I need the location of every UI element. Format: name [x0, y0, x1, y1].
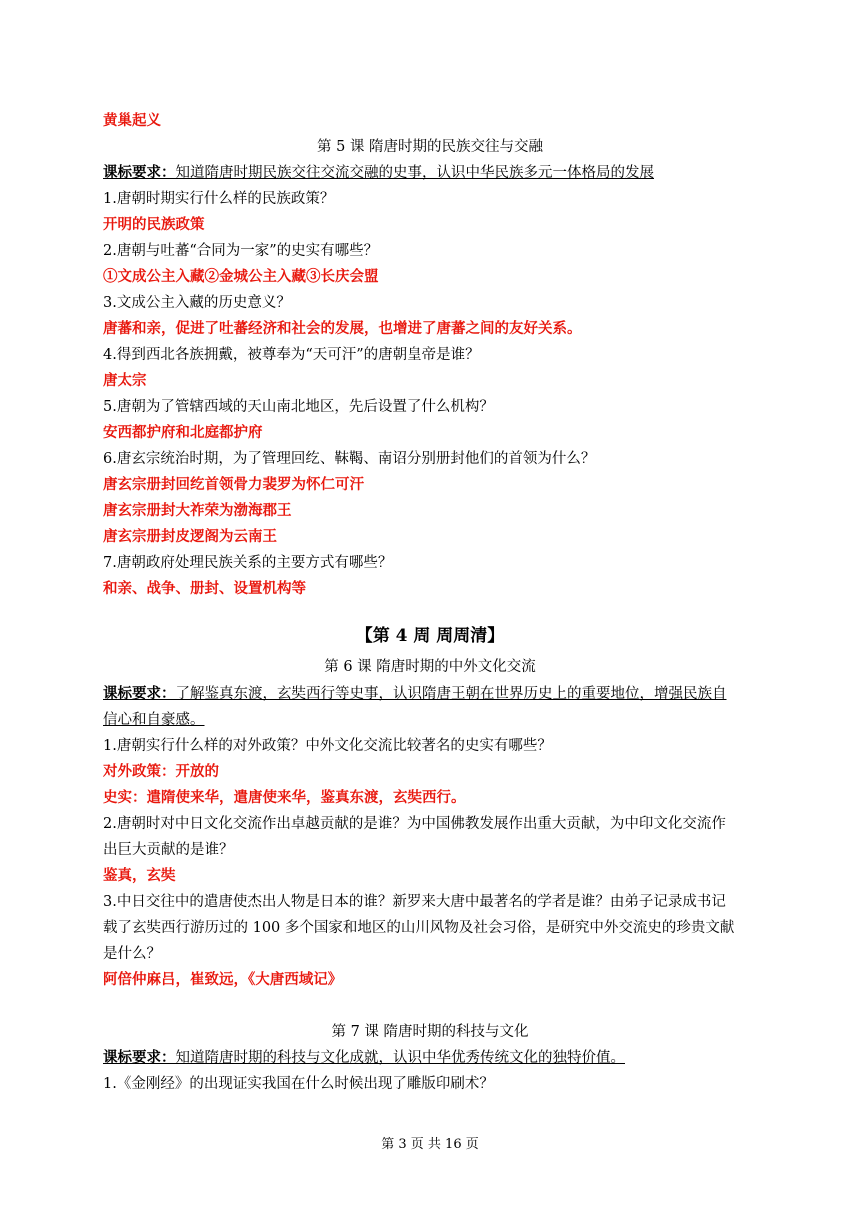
page-footer: 第 3 页 共 16 页 [381, 1137, 479, 1152]
week-heading: 【第 4 周 周周清】 [355, 626, 505, 646]
requirement-label: 课标要求： [103, 164, 176, 181]
question-line: 3.中日交往中的遣唐使杰出人物是日本的谁？新罗来大唐中最著名的学者是谁？由弟子记录成书记 [103, 894, 726, 910]
answer-line: 唐玄宗册封回纥首领骨力裴罗为怀仁可汗 [103, 476, 364, 493]
question-line: 是什么？ [103, 946, 161, 962]
answer-line: 鉴真，玄奘 [103, 867, 176, 884]
answer-line: 黄巢起义 [103, 112, 161, 129]
curriculum-requirement [103, 1048, 625, 1068]
question-line: 出巨大贡献的是谁？ [103, 842, 234, 858]
question-line: 7.唐朝政府处理民族关系的主要方式有哪些？ [103, 555, 393, 571]
question-line: 4.得到西北各族拥戴，被尊奉为“天可汗”的唐朝皇帝是谁？ [103, 347, 480, 363]
curriculum-requirement [103, 163, 654, 183]
answer-line: 唐蕃和亲，促进了吐蕃经济和社会的发展，也增进了唐蕃之间的友好关系。 [103, 320, 582, 337]
question-line: 2.唐朝时对中日文化交流作出卓越贡献的是谁？为中国佛教发展作出重大贡献，为中印文化交流作 [103, 816, 726, 832]
answer-line: 阿倍仲麻吕，崔致远，《大唐西域记》 [103, 971, 343, 988]
question-line: 3.文成公主入藏的历史意义？ [103, 295, 291, 311]
lesson-title: 第 5 课 隋唐时期的民族交往与交融 [316, 139, 544, 155]
requirement-continuation: 信心和自豪感。 [103, 712, 205, 728]
question-line: 1.唐朝实行什么样的对外政策？中外文化交流比较著名的史实有哪些？ [103, 738, 552, 754]
answer-line: 唐太宗 [103, 372, 147, 389]
question-line: 载了玄奘西行游历过的 100 多个国家和地区的山川风物及社会习俗，是研究中外交流史的珍贵文献 [103, 920, 735, 936]
answer-line: 史实：遣隋使来华，遣唐使来华，鉴真东渡，玄奘西行。 [103, 789, 466, 806]
question-line: 5.唐朝为了管辖西域的天山南北地区，先后设置了什么机构？ [103, 399, 494, 415]
requirement-label: 课标要求： [103, 1049, 176, 1066]
lesson-title: 第 7 课 隋唐时期的科技与文化 [331, 1024, 529, 1040]
answer-line: 对外政策：开放的 [103, 763, 219, 780]
requirement-text: 知道隋唐时期民族交往交流交融的史事，认识中华民族多元一体格局的发展 [175, 165, 654, 181]
answer-line: 唐玄宗册封大祚荣为渤海郡王 [103, 502, 292, 519]
question-line: 1.唐朝时期实行什么样的民族政策？ [103, 191, 335, 207]
question-line: 1.《金刚经》的出现证实我国在什么时候出现了雕版印刷术？ [103, 1076, 494, 1092]
requirement-text: 了解鉴真东渡，玄奘西行等史事，认识隋唐王朝在世界历史上的重要地位，增强民族自 [175, 686, 727, 702]
answer-line: 唐玄宗册封皮逻阁为云南王 [103, 528, 277, 545]
question-line: 6.唐玄宗统治时期，为了管理回纥、靺鞨、南诏分别册封他们的首领为什么？ [103, 451, 596, 467]
curriculum-requirement [103, 684, 727, 704]
answer-line: 开明的民族政策 [103, 216, 205, 233]
requirement-text: 知道隋唐时期的科技与文化成就，认识中华优秀传统文化的独特价值。 [175, 1050, 625, 1066]
requirement-label: 课标要求： [103, 685, 176, 702]
question-line: 2.唐朝与吐蕃“合同为一家”的史实有哪些？ [103, 243, 379, 259]
answer-line: 安西都护府和北庭都护府 [103, 424, 263, 441]
lesson-title: 第 6 课 隋唐时期的中外文化交流 [324, 659, 536, 675]
answer-line: 和亲、战争、册封、设置机构等 [103, 580, 306, 597]
answer-line: ①文成公主入藏②金城公主入藏③长庆会盟 [103, 268, 379, 285]
